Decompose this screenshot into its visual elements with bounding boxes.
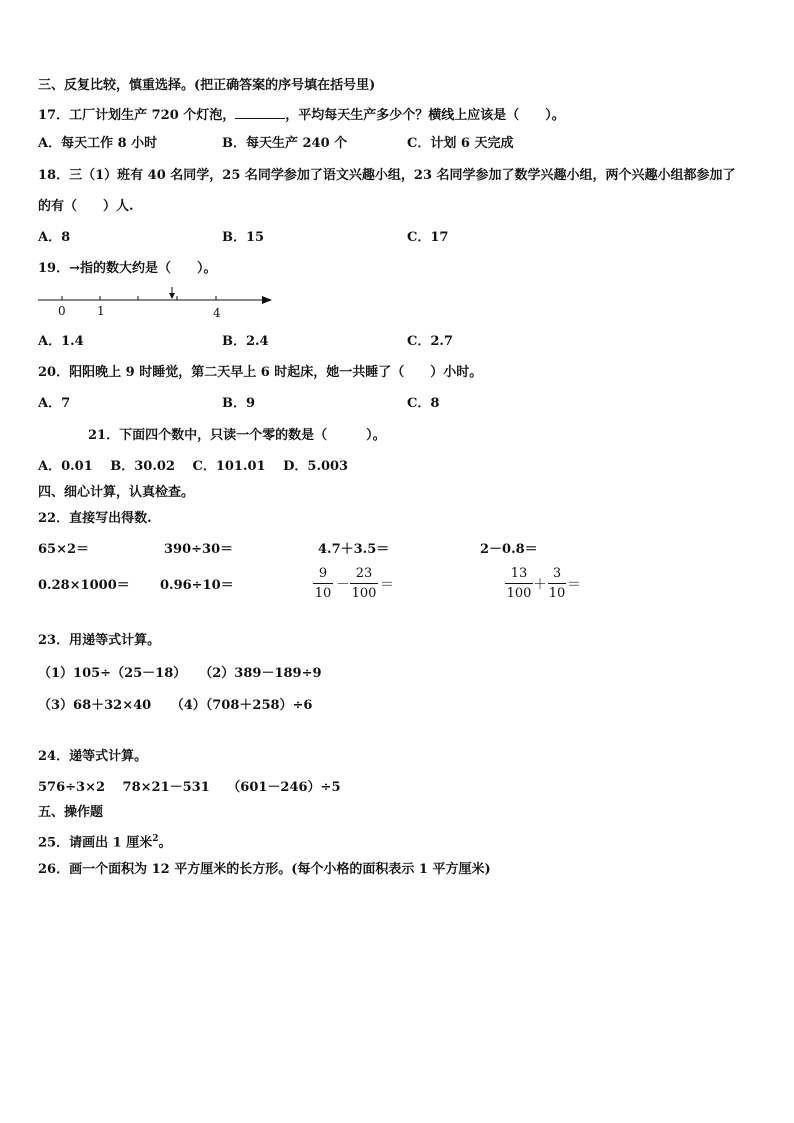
plus-sign: ＋ (533, 577, 547, 593)
question-20: 20．阳阳晚上 9 时睡觉，第二天早上 6 时起床，她一共睡了（ ）小时。 (38, 365, 483, 380)
superscript-2: 2 (152, 834, 159, 844)
question-25-text: 25．请画出 1 厘米 (38, 835, 153, 851)
question-19-option-b: B．2.4 (222, 334, 269, 349)
fraction-23-100 (350, 566, 378, 601)
equals-sign: ＝ (380, 577, 394, 593)
question-24-row: 576÷3×2 78×21－531 （601－246）÷5 (38, 780, 341, 795)
section-5-heading: 五、操作题 (38, 805, 104, 820)
minus-sign: － (336, 577, 350, 593)
fraction-3-10 (548, 566, 566, 601)
fraction-denominator: 10 (548, 586, 566, 601)
fraction-denominator: 100 (351, 586, 377, 601)
question-17-option-a: A．每天工作 8 小时 (38, 136, 158, 151)
question-19-option-a: A．1.4 (38, 334, 84, 349)
question-23-row-2: （3）68＋32×40 （4）（708＋258）÷6 (38, 698, 313, 713)
question-19: 19．→指的数大约是（ ）。 (38, 261, 217, 276)
question-17-blank (235, 106, 285, 119)
question-18-option-a: A．8 (38, 230, 71, 245)
equals-sign: ＝ (567, 577, 581, 593)
question-18-line-1: 18．三（1）班有 40 名同学，25 名同学参加了语文兴趣小组，23 名同学参加了数学兴趣小组，两个兴趣小组都参加了 (38, 168, 736, 183)
number-line (36, 284, 276, 320)
question-20-option-c: C．8 (407, 396, 440, 411)
expr-4: 2－0.8＝ (480, 542, 538, 557)
tick-label-0: 0 (58, 304, 66, 318)
fraction-numerator: 3 (552, 566, 562, 581)
tick-label-4: 4 (213, 306, 221, 320)
number-line-arrowhead (262, 296, 272, 304)
question-17-option-c: C．计划 6 天完成 (407, 136, 514, 151)
fraction-denominator: 100 (506, 586, 532, 601)
fraction-numerator: 13 (510, 566, 528, 581)
question-21-options: A．0.01 B．30.02 C．101.01 D．5.003 (38, 459, 349, 474)
question-17-option-b: B．每天生产 240 个 (222, 136, 348, 151)
expr-6: 0.96÷10＝ (160, 578, 234, 593)
question-20-option-b: B．9 (222, 396, 256, 411)
question-26: 26．画一个面积为 12 平方厘米的长方形。(每个小格的面积表示 1 平方厘米) (38, 862, 491, 877)
question-23-row-1: （1）105÷（25－18） （2）389－189÷9 (38, 666, 322, 681)
section-3-heading: 三、反复比较，慎重选择。(把正确答案的序号填在括号里) (38, 78, 376, 93)
question-18-option-c: C．17 (407, 230, 449, 245)
section-4-heading: 四、细心计算，认真检查。 (38, 485, 195, 500)
question-25 (38, 831, 171, 851)
fraction-13-100 (505, 566, 533, 601)
question-24-title: 24．递等式计算。 (38, 749, 148, 764)
question-21: 21．下面四个数中，只读一个零的数是（ ）。 (88, 428, 386, 443)
question-22-title: 22．直接写出得数. (38, 511, 152, 526)
expr-3: 4.7＋3.5＝ (318, 542, 390, 557)
fraction-numerator: 9 (318, 566, 328, 581)
question-25-end: 。 (158, 835, 172, 851)
expr-2: 390÷30＝ (164, 542, 234, 557)
fraction-numerator: 23 (355, 566, 373, 581)
question-17-text-pre: 17．工厂计划生产 720 个灯泡， (38, 108, 236, 123)
question-17 (38, 106, 565, 124)
fraction-9-10 (313, 566, 333, 601)
fraction-denominator: 10 (314, 586, 332, 601)
expr-5: 0.28×1000＝ (38, 578, 130, 593)
question-20-option-a: A．7 (38, 396, 71, 411)
question-18-option-b: B．15 (222, 230, 265, 245)
question-17-text-post: ，平均每天生产多少个？横线上应该是（ ）。 (285, 108, 565, 123)
question-23-title: 23．用递等式计算。 (38, 633, 161, 648)
expr-1: 65×2＝ (38, 542, 90, 557)
pointer-arrow-head (169, 293, 175, 299)
question-19-option-c: C．2.7 (407, 334, 453, 349)
question-18-line-2: 的有（ ）人. (38, 199, 134, 214)
tick-label-1: 1 (97, 304, 105, 318)
